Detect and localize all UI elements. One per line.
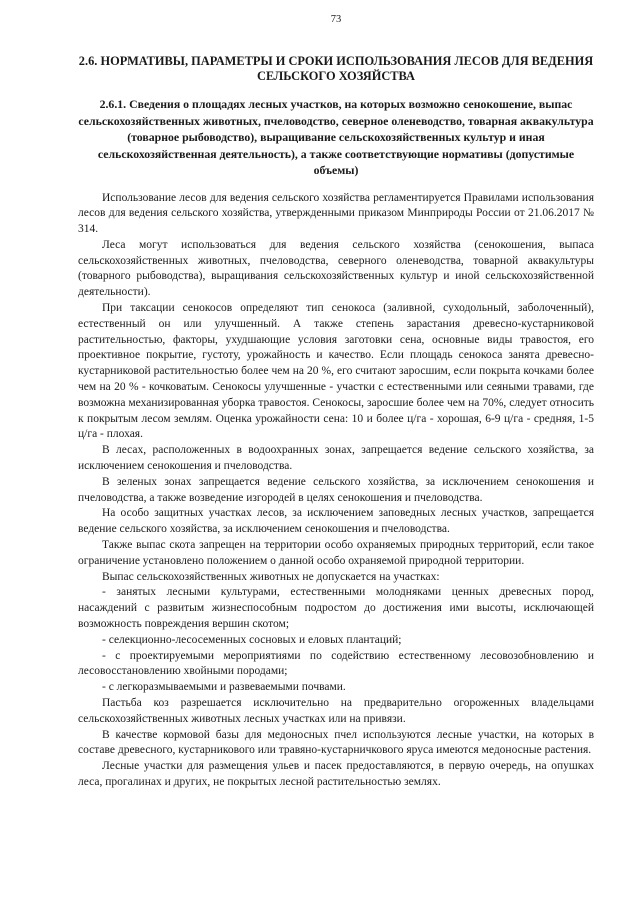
paragraph: В лесах, расположенных в водоохранных зонах, запрещается ведение сельского хозяйства, за исключением сенокошения и пчеловодства. <box>78 444 594 473</box>
list-item: - с легкоразмываемыми и развеваемыми почвами. <box>102 681 346 694</box>
paragraph: Использование лесов для ведения сельского хозяйства регламентируется Правилами использования лесов для ведения сельского хозяйства, утвержденными приказом Минприроды России от 21.06.2017 № 314. <box>78 191 594 236</box>
page-number: 73 <box>330 14 342 25</box>
paragraph: На особо защитных участках лесов, за исключением заповедных лесных участков, запрещается ведение сельского хозяйства, за исключением сенокошения и пчеловодства. <box>78 507 594 536</box>
list-item: - занятых лесными культурами, естественными молодняками ценных древесных пород, насаждений с развитым жизнеспособным подростом до достижения ими высоты, исключающей возможность повреждения вершин скотом; <box>78 586 594 631</box>
paragraph: Также выпас скота запрещен на территории особо охраняемых природных территорий, если такое ограничение установлено положением о данной особо охраняемой природной территории. <box>78 539 594 567</box>
list-item: - селекционно-лесосеменных сосновых и еловых плантаций; <box>102 633 402 646</box>
paragraph: Леса могут использоваться для ведения сельского хозяйства (сенокошения, выпаса сельскохозяйственных животных, пчеловодства, северного оленеводства, товарной аквакультуры (товарного рыбоводства), выращивания сельскохозяйственных культур и иной сельскохозяйственной деятельности). <box>78 238 594 299</box>
paragraph: Лесные участки для размещения ульев и пасек предоставляются, в первую очередь, на опушках леса, прогалинах и других, не покрытых лесной растительностью землях. <box>78 760 594 788</box>
paragraph: Пастьба коз разрешается исключительно на предварительно огороженных владельцами сельскохозяйственных животных лесных участках или на привязи. <box>78 697 594 725</box>
paragraph: Выпас сельскохозяйственных животных не допускается на участках: <box>102 570 440 583</box>
section-title: 2.6. НОРМАТИВЫ, ПАРАМЕТРЫ И СРОКИ ИСПОЛЬЗОВАНИЯ ЛЕСОВ ДЛЯ ВЕДЕНИЯ СЕЛЬСКОГО ХОЗЯЙСТВА <box>78 54 594 83</box>
paragraph: В качестве кормовой базы для медоносных пчел используются лесные участки, на которых в составе древесного, кустарникового или травяно-кустарничкового яруса имеются медоносные растения. <box>78 728 594 757</box>
paragraph: При таксации сенокосов определяют тип сенокоса (заливной, суходольный, заболоченный), естественный он или улучшенный. А также степень зарастания древесно-кустарниковой растительностью, факторы, ухудшающие условия заготовки сена, основные виды травостоя, его проективное покрытие, густоту, урожайность и качество. Если площадь сенокоса занята древесно-кустарниковой растительностью более чем на 20 %, его считают заросшим, если покрыта кочками более чем на 20 % - кочковатым. Сенокосы улучшенные - участки с естественными или сеяными травами, где возможна механизированная уборка травостоя. Сенокосы, заросшие более чем на 70%, следует относить к покрытым лесом землям. Оценка урожайности сена: 10 и более ц/га - хорошая, 6-9 ц/га - средняя, 1-5 ц/га - плохая. <box>78 302 594 441</box>
subsection-title: 2.6.1. Сведения о площадях лесных участков, на которых возможно сенокошение, выпас сельскохозяйственных животных, пчеловодство, северное оленеводство, товарная аквакультура (товарное рыбоводство), выращивание сельскохозяйственных культур и иная сельскохозяйственная деятельность), а также соответствующие нормативы (допустимые объемы) <box>78 97 594 177</box>
paragraph: В зеленых зонах запрещается ведение сельского хозяйства, за исключением сенокошения и пчеловодства, а также возведение изгородей в целях сенокошения и пчеловодства. <box>78 475 594 504</box>
body-text <box>78 191 594 791</box>
list-item: - с проектируемыми мероприятиями по содействию естественному лесовозобновлению и лесовосстановлению хвойными породами; <box>78 649 594 678</box>
